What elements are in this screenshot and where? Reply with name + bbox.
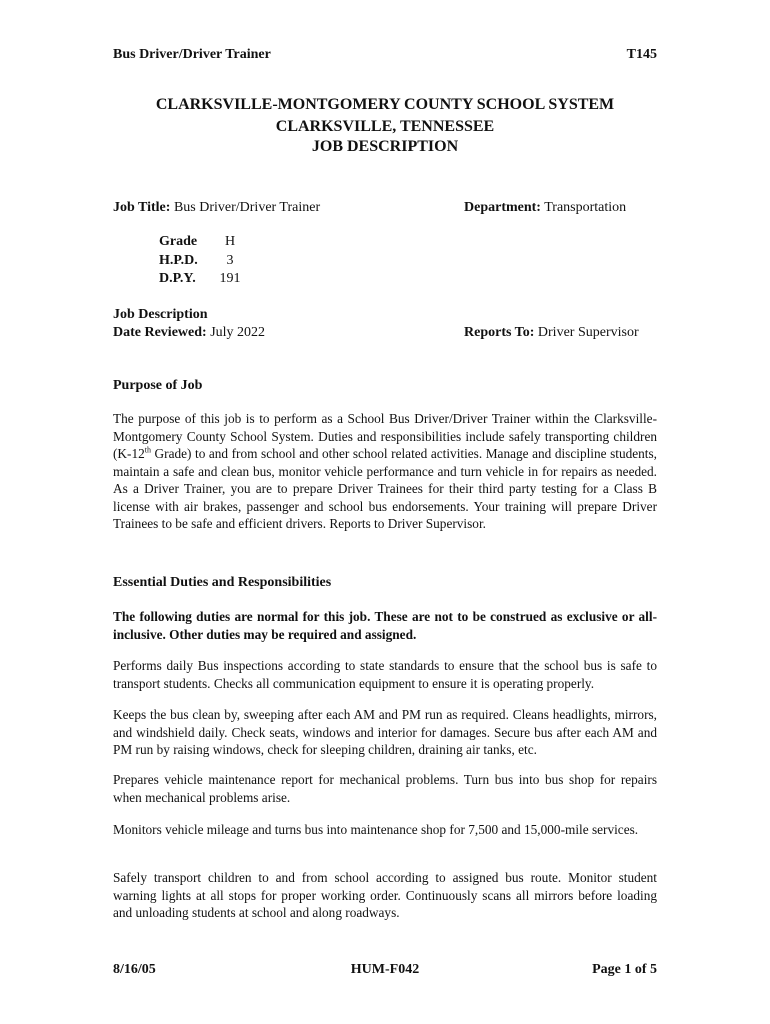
grade-label: Grade [159,234,198,249]
hpd-value: 3 [226,252,234,268]
title-line-1: CLARKSVILLE-MONTGOMERY COUNTY SCHOOL SYSTEM [155,96,615,113]
duties-intro: The following duties are normal for this job. These are not to be construed as exclusive or all-inclusive. Other duties may be required and assigned. [113,609,657,642]
title-line-2: CLARKSVILLE, TENNESSEE [275,118,495,135]
duty-item-5: Safely transport children to and from school according to assigned bus route. Monitor student warning lights at all stops for proper working order. Continuously scans all mirrors before loading and unloading students at school and along roadways. [113,870,657,920]
job-title-label: Job Title: [113,200,171,215]
duty-item-4: Monitors vehicle mileage and turns bus into maintenance shop for 7,500 and 15,000-mile services. [113,822,639,837]
purpose-sup: th [144,445,151,455]
footer-form-code: HUM-F042 [350,962,420,977]
hpd-label: H.P.D. [159,252,198,268]
purpose-text-1: The purpose of this job is to perform as a School Bus Driver/Driver Trainer within the Clarksville-Montgomery County School System. Duties and responsibilities include safely transporting children (K-12 [113,411,657,461]
job-title-value: Bus Driver/Driver Trainer [173,200,321,215]
job-stats [159,233,243,289]
date-reviewed-row [113,324,265,342]
reports-to-label: Reports To: [464,325,535,340]
purpose-paragraph [113,410,657,533]
job-description-label: Job Description [113,307,208,322]
dpy-value: 191 [219,271,241,286]
duty-item-3: Prepares vehicle maintenance report for mechanical problems. Turn bus into bus shop for repairs when mechanical problems arise. [113,772,657,805]
footer-date: 8/16/05 [113,962,156,977]
header-right: T145 [626,47,657,62]
duty-item-1: Performs daily Bus inspections according to state standards to ensure that the school bus is safe to transport students. Checks all communication equipment to ensure it is operating properly. [113,658,657,691]
purpose-text-2: Grade) to and from school and other school related activities. Manage and discipline students, maintain a safe and clean bus, monitor vehicle performance and turn vehicle in for repairs as needed. As a Driver Trainer, you are to prepare Driver Trainees for their third party testing for a Class B license with air brakes, passenger and school bus endorsements. Your training will prepare Driver Trainees to be safe and efficient drivers. Reports to Driver Supervisor. [113,446,657,531]
duty-item-2: Keeps the bus clean by, sweeping after each AM and PM run as required. Cleans headlights, mirrors, and windshield daily. Check seats, windows and interior for damages. Secure bus after each AM and PM run by raising windows, check for sleeping children, draining air tanks, etc. [113,707,657,757]
grade-value: H [224,234,236,249]
purpose-heading: Purpose of Job [113,378,203,393]
date-reviewed-value: July 2022 [210,325,266,340]
department-label: Department: [464,200,541,215]
reports-to-row [464,324,639,342]
footer-page-number: Page 1 of 5 [592,962,657,977]
duties-heading: Essential Duties and Responsibilities [113,575,332,590]
job-title-row [113,199,320,217]
header-left: Bus Driver/Driver Trainer [113,47,271,62]
dpy-label: D.P.Y. [159,271,196,286]
title-line-3: JOB DESCRIPTION [311,138,459,155]
department-row [464,199,626,217]
date-reviewed-label: Date Reviewed: [113,325,207,340]
department-value: Transportation [544,200,627,215]
reports-to-value: Driver Supervisor [537,325,639,340]
